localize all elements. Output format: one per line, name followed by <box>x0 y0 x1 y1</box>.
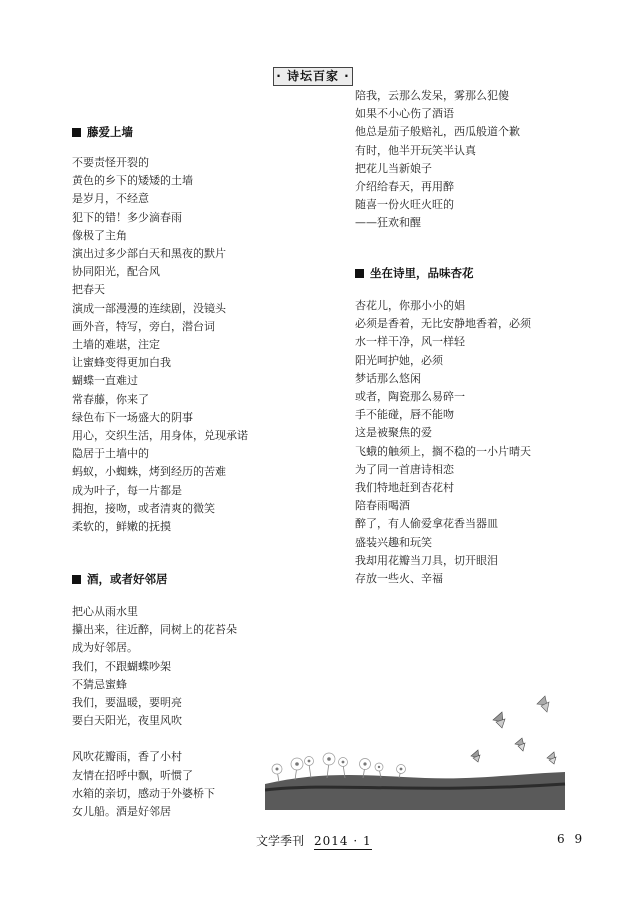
faint-show-through <box>120 92 210 118</box>
poem-line: 盛装兴趣和玩笑 <box>355 535 432 549</box>
journal-name: 文学季刊 <box>256 834 305 848</box>
poem-line: 我却用花瓣当刀具，切开眼泪 <box>355 553 498 567</box>
title-bullet-icon <box>355 269 364 278</box>
poem-line: 陪我，云那么发呆，雾那么犯傻 <box>355 89 509 102</box>
title-bullet-icon <box>72 128 81 137</box>
poem-line: 手不能碰，唇不能吻 <box>355 408 454 422</box>
poem-line: 像极了主角 <box>72 228 127 242</box>
poem-title-1: 藤爱上墙 <box>72 125 133 139</box>
poem-line: 为了同一首唐诗相恋 <box>355 462 454 476</box>
poem-line: 风吹花瓣雨，香了小村 <box>72 750 182 764</box>
poem-line: 成为好邻居。 <box>72 641 138 655</box>
poem-line: 把春天 <box>72 283 105 297</box>
poem-line: 犯下的错！多少滴春雨 <box>72 210 182 224</box>
poem-line: 常春藤，你来了 <box>72 392 149 406</box>
butterfly-icon <box>471 750 480 762</box>
poem-line: 蚂蚁，小蜘蛛，烤到经历的苦难 <box>72 465 226 479</box>
journal-issue: 2014 · 1 <box>314 834 372 848</box>
poem-line: 黄色的乡下的矮矮的土墙 <box>72 174 193 188</box>
poem-line: ——狂欢和醒 <box>355 216 421 230</box>
poem-line: 梦话那么悠闲 <box>355 371 421 385</box>
section-label: · 诗坛百家 · <box>273 67 353 86</box>
poem-line: 水一样干净，风一样轻 <box>355 335 465 349</box>
decorative-illustration <box>265 690 575 810</box>
poem-line: 我们，不跟蝴蝶吵架 <box>72 659 171 673</box>
poem-line: 成为叶子，每一片都是 <box>72 483 182 497</box>
poem-line: 把花儿当新娘子 <box>355 161 432 175</box>
flower-icon <box>272 753 406 774</box>
poem-line: 阳光呵护她，必须 <box>355 353 443 367</box>
poem-line: 醉了，有人偷爱拿花香当器皿 <box>355 517 498 531</box>
poem-line: 柔软的，鲜嫩的抚摸 <box>72 520 171 534</box>
poem-line: 友情在招呼中飘，听惯了 <box>72 768 193 782</box>
stanza-break <box>72 730 237 748</box>
poem-line: 是岁月，不经意 <box>72 192 149 206</box>
poem-line: 水箱的亲切，感动于外婆桥下 <box>72 786 215 800</box>
butterfly-icon <box>537 696 549 712</box>
butterfly-icon <box>493 712 505 728</box>
poem-line: 杏花儿，你那小小的娼 <box>355 299 465 312</box>
poem-title-3: 坐在诗里，品味杏花 <box>355 266 474 280</box>
poem-line: 用心，交织生活，用身体，兑现承诺 <box>72 429 248 443</box>
poem-line: 画外音，特写，旁白，潜台词 <box>72 319 215 333</box>
poem-line: 隐居于土墙中的 <box>72 447 149 461</box>
poem-line: 介绍给春天，再用醉 <box>355 180 454 194</box>
butterfly-icon <box>515 738 525 751</box>
poem-line: 攥出来，往近醉，同树上的花苔朵 <box>72 623 237 637</box>
poem-line: 女儿船。酒是好邻居 <box>72 805 171 819</box>
poem-line: 飞蛾的触须上，搁不稳的一小片晴天 <box>355 444 531 458</box>
poem-line: 他总是茄子般赔礼，西瓜般道个歉 <box>355 125 520 139</box>
poem-body-2 <box>72 603 237 821</box>
poem-body-1 <box>72 154 248 536</box>
poem-line: 让蜜蜂变得更加白我 <box>72 356 171 370</box>
poem-line: 随喜一份火旺火旺的 <box>355 198 454 212</box>
poem-line: 拥抱，接吻，或者清爽的微笑 <box>72 501 215 515</box>
poem-line: 不要责怪开裂的 <box>72 156 149 169</box>
poem-line: 存放一些火、辛福 <box>355 572 443 586</box>
poem-line: 绿色布下一场盛大的阴事 <box>72 410 193 424</box>
poem-title-2: 酒，或者好邻居 <box>72 572 168 586</box>
poem-line: 有时，他半开玩笑半认真 <box>355 143 476 157</box>
poem-line: 陪春雨喝酒 <box>355 499 410 513</box>
poem-line: 协同阳光，配合风 <box>72 265 160 279</box>
poem-line: 我们特地赶到杏花村 <box>355 481 454 495</box>
poem-line: 把心从雨水里 <box>72 605 138 618</box>
poem-line: 这是被聚焦的爱 <box>355 426 432 440</box>
poem-continuation <box>355 87 520 233</box>
poem-line: 土墙的难堪，注定 <box>72 338 160 352</box>
journal-footer <box>256 832 372 850</box>
butterfly-icon <box>547 752 556 764</box>
title-bullet-icon <box>72 575 81 584</box>
poem-line: 蝴蝶一直难过 <box>72 374 138 388</box>
poem-line: 要白天阳光，夜里风吹 <box>72 714 182 728</box>
poem-body-3 <box>355 297 531 588</box>
hill-shape <box>265 772 565 810</box>
poem-line: 必须是香着，无比安静地香着，必须 <box>355 317 531 331</box>
poem-line: 或者，陶瓷那么易碎一 <box>355 390 465 404</box>
poem-line: 我们，要温暖，要明亮 <box>72 696 182 710</box>
poem-line: 演出过多少部白天和黑夜的默片 <box>72 247 226 261</box>
page-number: 6 9 <box>557 832 586 846</box>
poem-line: 如果不小心伤了酒语 <box>355 107 454 121</box>
poem-line: 演成一部漫漫的连续剧，没镜头 <box>72 301 226 315</box>
poem-line: 不猜忌蜜蜂 <box>72 677 127 691</box>
